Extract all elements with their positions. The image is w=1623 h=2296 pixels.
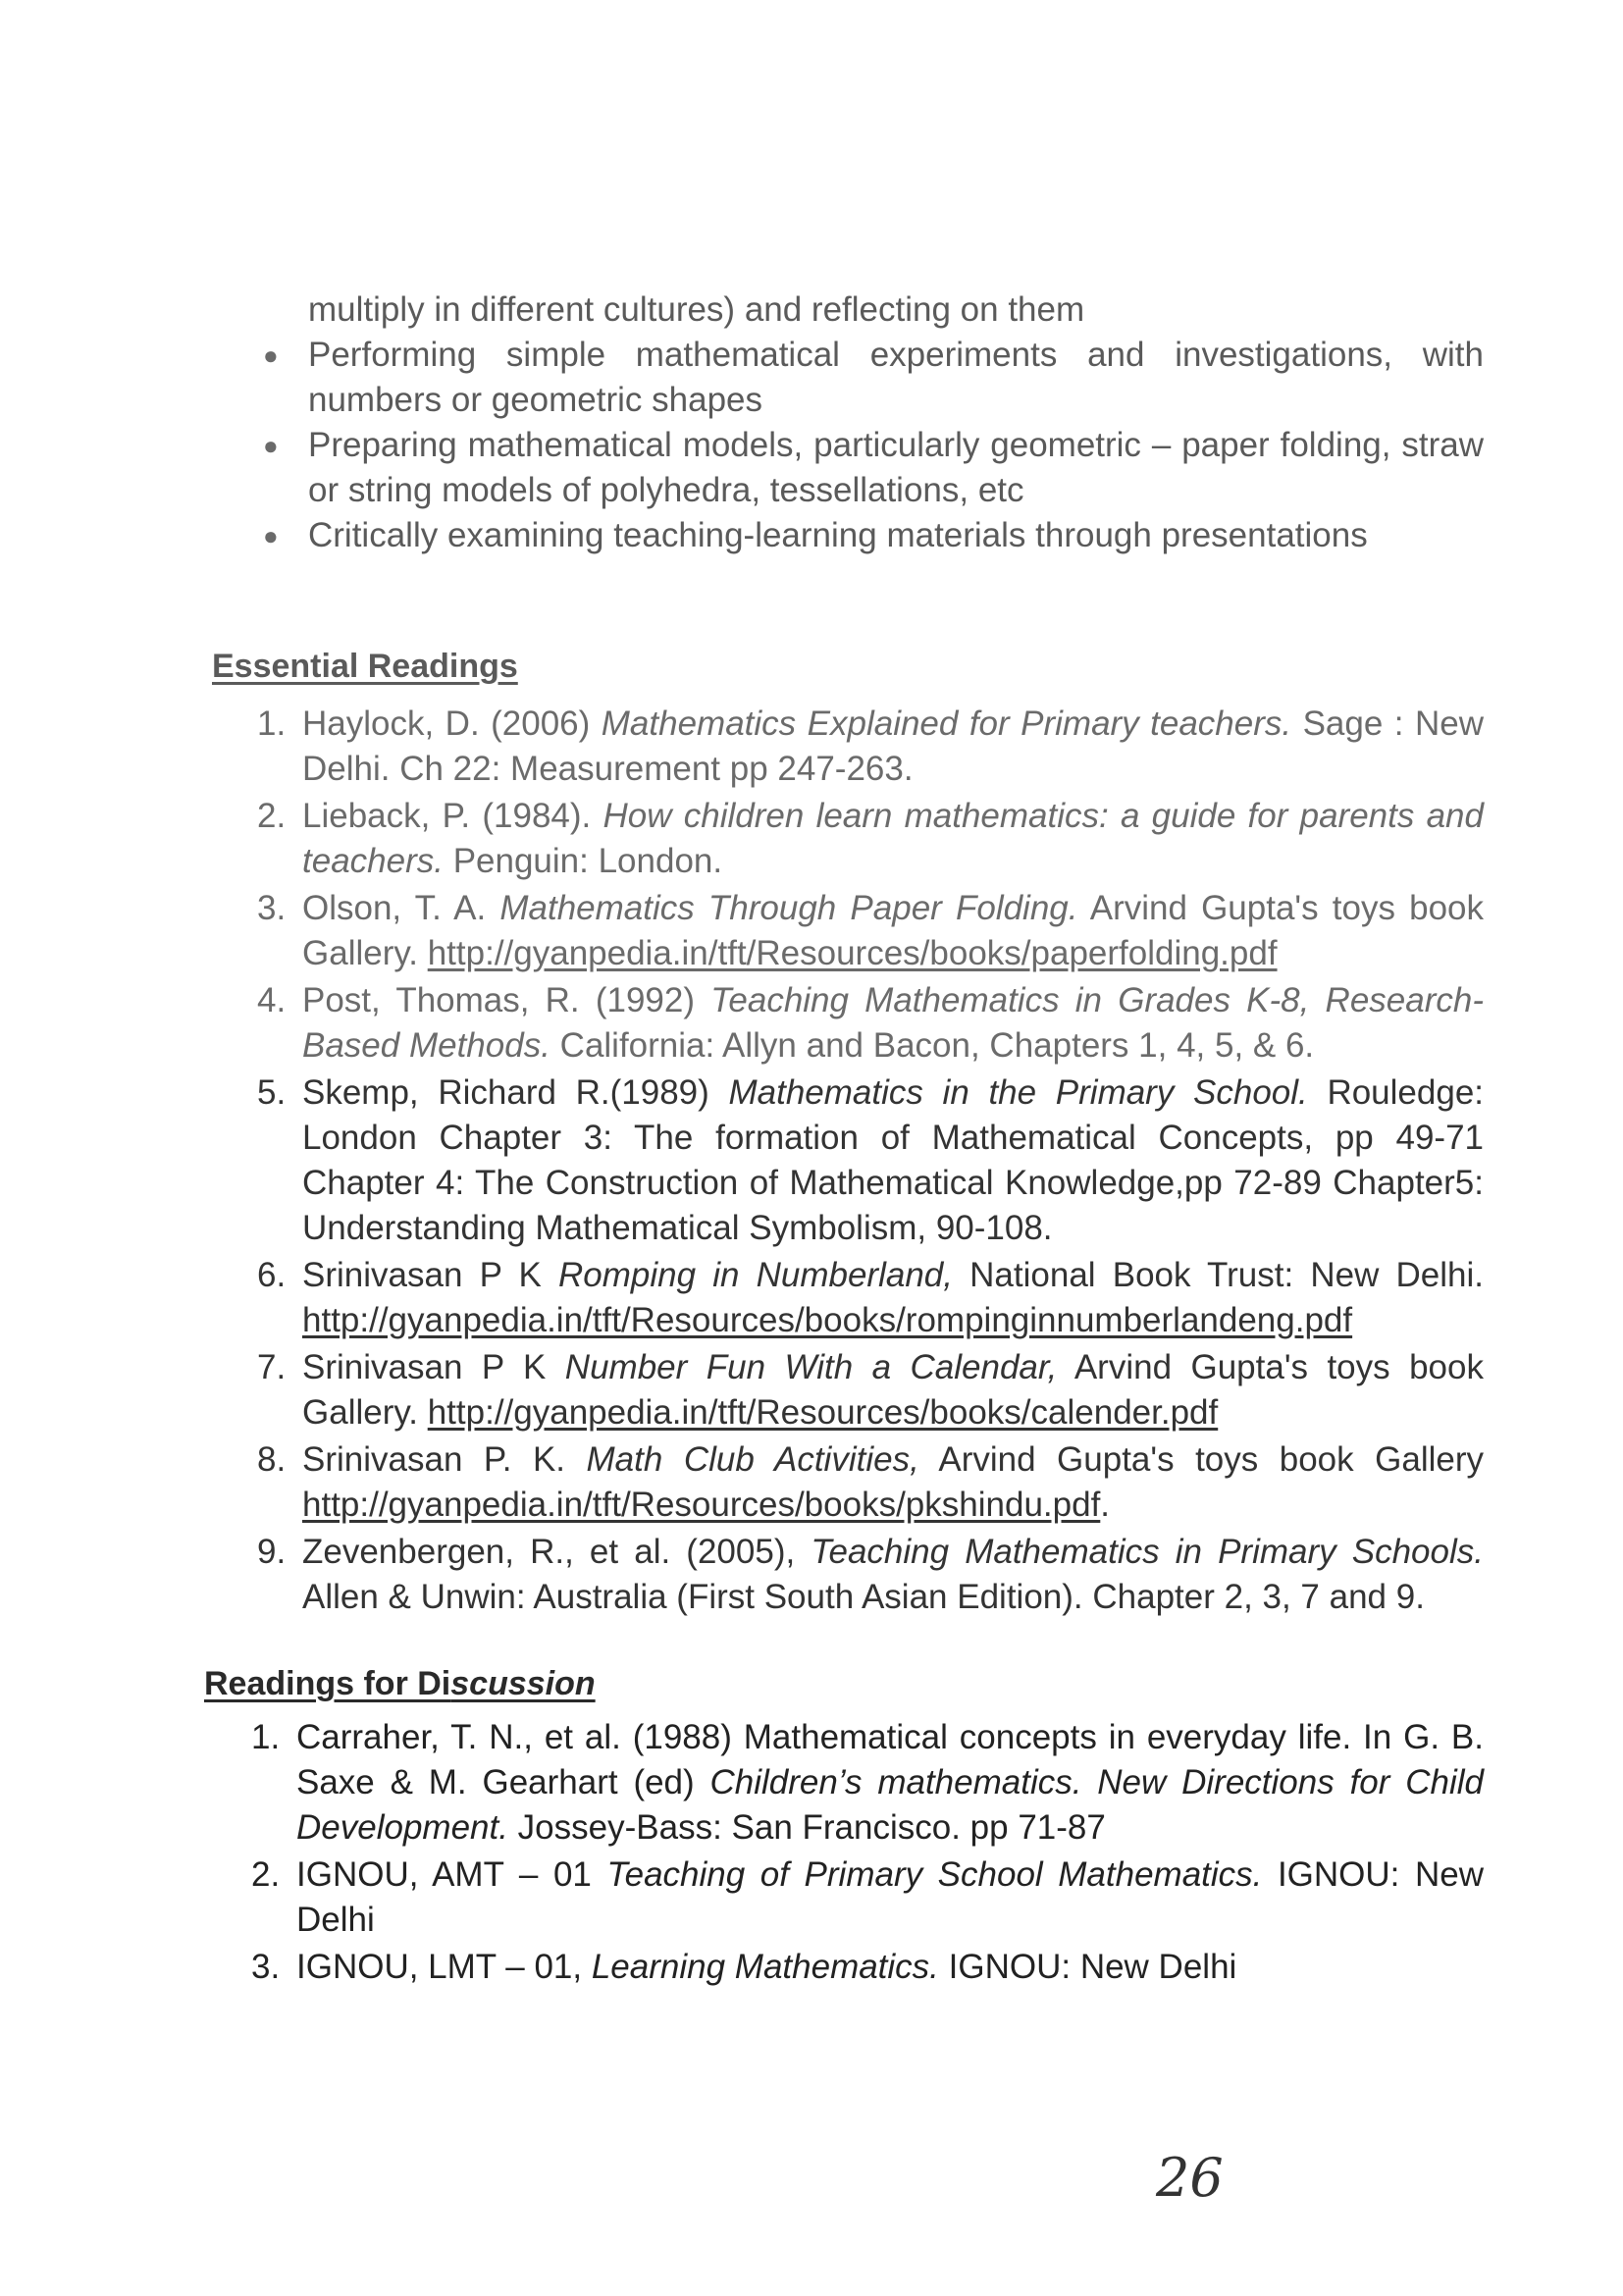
page-number: 26 [1156,2147,1224,2209]
discussion-heading-italic: scussion [450,1665,596,1702]
discussion-readings-heading [204,1665,596,1703]
reference-title: Romping in Numberland, [557,1256,953,1294]
reference-authors: Lieback, P. (1984). [302,797,603,835]
bullet-text: Preparing mathematical models, particularly geometric – paper folding, straw or string models of polyhedra, tessellations, etc [308,426,1484,509]
reference-title: Mathematics Through Paper Folding. [499,889,1078,927]
reference-item [257,886,1484,976]
reference-number: 4. [257,981,287,1019]
bullet-icon: ● [263,431,279,460]
reference-publisher: National Book Trust: New Delhi. [952,1256,1484,1294]
essential-readings-list [257,702,1484,1622]
reference-number: 1. [257,704,287,743]
reference-authors: Srinivasan P K [302,1256,558,1294]
reference-authors: Olson, T. A. [302,889,500,927]
reference-authors: IGNOU, AMT – 01 [296,1855,607,1894]
reference-publisher: IGNOU: New Delhi [296,1855,1484,1939]
reference-publisher: Jossey-Bass: San Francisco. pp 71-87 [507,1808,1106,1847]
reference-authors: Skemp, Richard R.(1989) [302,1073,729,1112]
reference-publisher: IGNOU: New Delhi [938,1948,1237,1986]
reference-number: 7. [257,1348,287,1386]
reference-publisher: California: Allyn and Bacon, Chapters 1, 4, 5, & 6. [550,1026,1315,1065]
reference-item [251,1852,1484,1943]
reference-number: 5. [257,1073,287,1112]
bullet-item [257,423,1484,513]
reference-authors: Post, Thomas, R. (1992) [302,981,711,1019]
reference-tail: . [1100,1486,1111,1524]
reference-title: Teaching Mathematics in Grades K-8, Research-Based Methods. [302,981,1484,1065]
reference-item [257,794,1484,884]
reference-number: 2. [257,797,287,835]
reference-number: 3. [257,889,287,927]
reference-link[interactable]: http://gyanpedia.in/tft/Resources/books/calender.pdf [427,1393,1219,1432]
essential-readings-heading: Essential Readings [212,648,518,685]
reference-item [251,1945,1484,1990]
bullet-continuation-text: multiply in different cultures) and reflecting on them [308,290,1085,329]
discussion-heading-text: Readings for Di [204,1665,451,1702]
reference-publisher: Arvind Gupta's toys book Gallery [918,1440,1484,1479]
reference-number: 2. [251,1855,281,1894]
reference-item [257,702,1484,792]
reference-authors: IGNOU, LMT – 01, [296,1948,592,1986]
discussion-readings-list [251,1715,1484,1992]
reference-title: Mathematics in the Primary School. [728,1073,1308,1112]
reference-publisher: Rouledge: London Chapter 3: The formation of Mathematical Concepts, pp 49-71 Chapter 4: The Construction of Mathematical Knowledge,pp 72-89 Chapter5: Understanding Mathematical Symbolism, 90-108. [302,1073,1485,1247]
reference-publisher: Arvind Gupta's toys book Gallery. [302,1348,1484,1432]
reference-link[interactable]: http://gyanpedia.in/tft/Resources/books/pkshindu.pdf [302,1486,1101,1524]
reference-title: Learning Mathematics. [591,1948,939,1986]
reference-title: Children’s mathematics. New Directions for Child Development. [296,1763,1484,1847]
reference-title: Teaching Mathematics in Primary Schools. [811,1533,1484,1571]
reference-publisher: Sage : New Delhi. Ch 22: Measurement pp 247-263. [302,704,1484,788]
reference-authors: Srinivasan P. K. [302,1440,587,1479]
reference-item [257,978,1484,1069]
reference-number: 3. [251,1948,281,1986]
reference-link[interactable]: http://gyanpedia.in/tft/Resources/books/paperfolding.pdf [427,934,1278,972]
reference-number: 6. [257,1256,287,1294]
reference-publisher: Allen & Unwin: Australia (First South Asian Edition). Chapter 2, 3, 7 and 9. [302,1578,1425,1616]
bullet-icon: ● [263,521,279,550]
reference-title: Teaching of Primary School Mathematics. [606,1855,1263,1894]
reference-item [257,1437,1484,1528]
reference-number: 8. [257,1440,287,1479]
reference-authors: Zevenbergen, R., et al. (2005), [302,1533,812,1571]
reference-title: How children learn mathematics: a guide for parents and teachers. [302,797,1484,880]
reference-item [251,1715,1484,1851]
activity-bullet-list [257,287,1484,558]
reference-authors: Srinivasan P K [302,1348,565,1386]
reference-link[interactable]: http://gyanpedia.in/tft/Resources/books/rompinginnumberlandeng.pdf [302,1301,1353,1339]
reference-number: 9. [257,1533,287,1571]
reference-title: Mathematics Explained for Primary teachers. [601,704,1292,743]
reference-item [257,1345,1484,1435]
bullet-text: Performing simple mathematical experiments and investigations, with numbers or geometric shapes [308,336,1484,419]
reference-item [257,1070,1484,1251]
reference-authors: Haylock, D. (2006) [302,704,602,743]
reference-authors: Carraher, T. N., et al. (1988) Mathematical concepts in everyday life. In G. B. Saxe & M. Gearhart (ed) [296,1718,1484,1801]
bullet-text: Critically examining teaching-learning materials through presentations [308,516,1368,554]
bullet-icon: ● [263,340,279,370]
reference-item [257,1530,1484,1620]
reference-title: Math Club Activities, [586,1440,919,1479]
reference-publisher: Arvind Gupta's toys book Gallery. [302,889,1485,972]
bullet-item [257,513,1484,558]
reference-publisher: Penguin: London. [443,842,723,880]
reference-item [257,1253,1484,1343]
reference-number: 1. [251,1718,281,1756]
bullet-item [257,333,1484,423]
reference-title: Number Fun With a Calendar, [564,1348,1058,1386]
